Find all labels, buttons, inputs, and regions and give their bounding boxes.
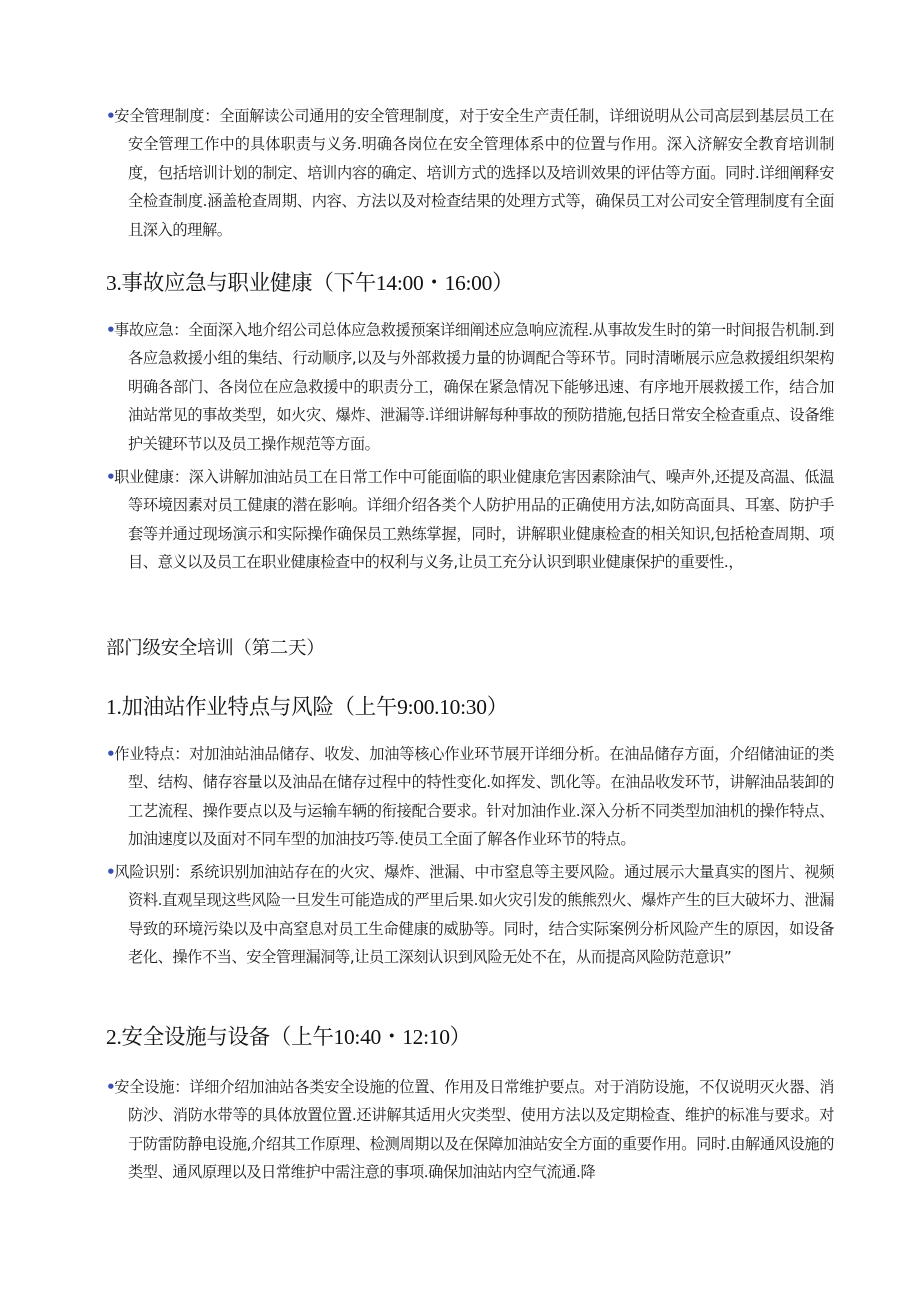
safety-facilities-paragraph — [106, 1073, 834, 1187]
risk-identification-text: 风险识别：系统识别加油站存在的火灾、爆炸、泄漏、中市窒息等主要风险。通过展示大量真实的图片、视频资料.直观呈现这些风险一旦发生可能造成的严里后果.如火灾引发的熊熊烈火、爆炸产生的巨大破坏力、泄漏导致的环境污染以及中高窒息对员工生命健康的威胁等。同时，结合实际案例分析风险产生的原因，如设备老化、操作不当、安全管理漏洞等,让员工深刻认识到风险无处不在，从而提高风险防范意识” — [114, 863, 834, 967]
bullet-icon: • — [106, 321, 116, 339]
bullet-icon: • — [106, 107, 116, 125]
bullet-icon: • — [106, 1078, 116, 1096]
safety-management-paragraph — [106, 102, 834, 244]
bullet-icon: • — [106, 863, 116, 881]
safety-management-text: 安全管理制度：全面解读公司通用的安全管理制度，对于安全生产责任制，详细说明从公司高层到基层员工在安全管理工作中的具体职责与义务.明确各岗位在安全管理体系中的位置与作用。深入济解安全教育培训制度，包括培训计划的制定、培训内容的确定、培训方式的选择以及培训效果的评估等方面。同时.详细阐释安全检查制度.涵盖枪查周期、内容、方法以及对检查结果的处理方式等，确保员工对公司安全管理制度有全面且深入的理解。 — [114, 107, 834, 239]
heading-safety-facilities: 2.安全设施与设备（上午10:40・12:10） — [106, 1025, 471, 1049]
risk-identification-paragraph — [106, 858, 834, 972]
safety-facilities-text: 安全设施：详细介绍加油站各类安全设施的位置、作用及日常维护要点。对于消防设施，不仅说明灭火器、消防沙、消防水带等的具体放置位置.还讲解其适用火灾类型、使用方法以及定期检查、维护的标准与要求。对于防雷防静电设施,介绍其工作原理、检测周期以及在保障加油站安全方面的重要作用。同时.由解通风设施的类型、通风原理以及日常维护中需注意的事项.确保加油站内空气流通.降 — [114, 1078, 834, 1182]
heading-accident-emergency: 3.事故应急与职业健康（下午14:00・16:00） — [106, 271, 514, 295]
bullet-icon: • — [106, 745, 116, 763]
emergency-paragraph — [106, 316, 834, 458]
occupational-health-paragraph — [106, 463, 834, 577]
heading-station-operations: 1.加油站作业特点与风险（上午9:00.10:30） — [106, 695, 508, 719]
operation-features-paragraph — [106, 740, 834, 854]
subheading-department-training: 部门级安全培训（第二天） — [106, 638, 325, 659]
emergency-text: 事故应急：全面深入地介绍公司总体应急救援预案详细阐述应急响应流程.从事故发生时的第一时间报告机制.到各应急救援小组的集结、行动顺序,以及与外部救援力量的协调配合等环节。同时清晰展示应急救援组织架构明确各部门、各岗位在应急救援中的职责分工，确保在紧急情况下能够迅速、有序地开展救援工作，结合加油站常见的事故类型，如火灾、爆炸、泄漏等.详细讲解每种事故的预防措施,包括日常安全检查重点、设备维护关键环节以及员工操作规范等方面。 — [114, 321, 834, 453]
operation-features-text: 作业特点：对加油站油品储存、收发、加油等核心作业环节展开详细分析。在油品储存方面，介绍储油证的类型、结构、储存容量以及油品在储存过程中的特性变化.如挥发、凯化等。在油品收发环节，讲解油品装卸的工艺流程、操作要点以及与运输车辆的衔接配合要求。针对加油作业.深入分析不同类型加油机的操作特点、加油速度以及面对不同车型的加油技巧等.使员工全面了解各作业环节的特点。 — [114, 745, 834, 849]
bullet-icon: • — [106, 468, 116, 486]
occupational-health-text: 职业健康：深入讲解加油站员工在日常工作中可能面临的职业健康危害因素除油气、噪声外,还提及高温、低温等环境因素对员工健康的潜在影响。详细介绍各类个人防护用品的正确使用方法,如防高面具、耳塞、防护手套等并通过现场演示和实际操作确保员工熟练掌握，同时，讲解职业健康检查的相关知识,包括枪查周期、项目、意义以及员工在职业健康检查中的权利与义务,让员工充分认识到职业健康保护的重要性.， — [114, 468, 834, 572]
